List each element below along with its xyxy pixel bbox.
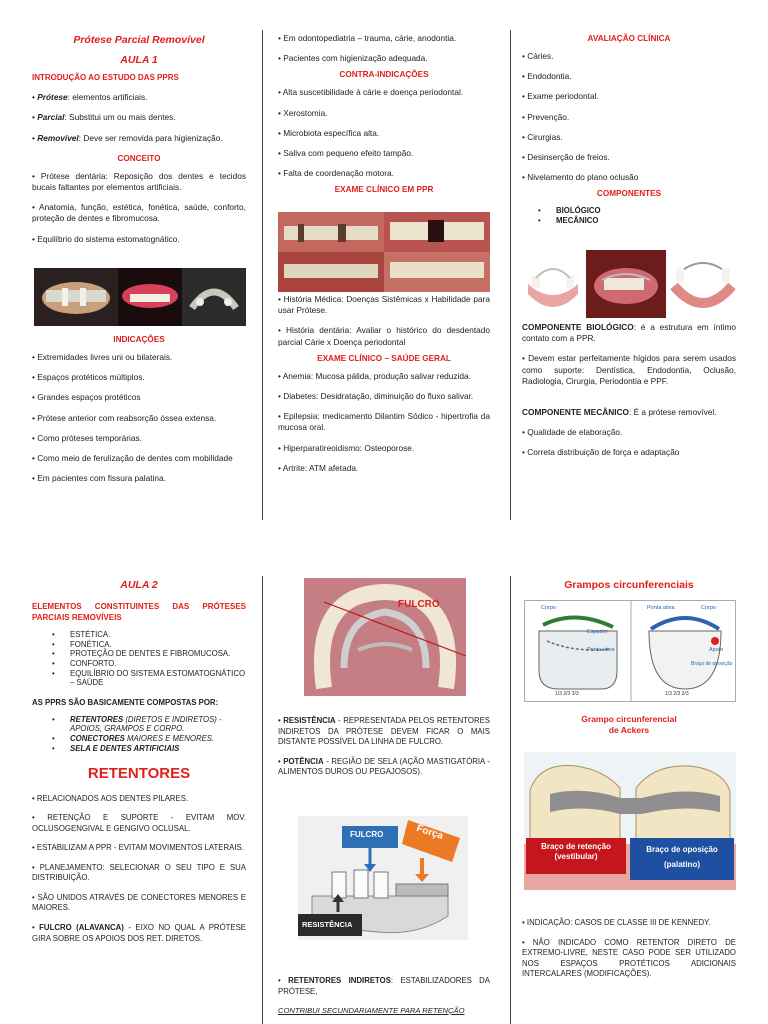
- components-list: [538, 206, 736, 225]
- concept-item: • Equilíbrio do sistema estomatognático.: [32, 234, 246, 245]
- divider-top-2: [510, 30, 511, 520]
- clasp-item: • INDICAÇÃO: CASOS DE CLASSE III DE KENNEDY.: [522, 918, 736, 929]
- arm-retention-line2: (vestibular): [554, 852, 598, 862]
- ackers-title-line2: de Ackers: [608, 725, 650, 736]
- col5-text-top: [278, 716, 490, 787]
- doc-title: Prótese Parcial Removível: [73, 34, 205, 46]
- clasp-item: • NÃO INDICADO COMO RETENTOR DIRETO DE EXTREMO-LIVRE, NESTE CASO PODE SER UTILIZADO NOS ESPAÇOS PROTÉTICOS ADICIONAIS INTERCALARES (MODIFICAÇÕES).: [522, 938, 736, 980]
- health-heading: EXAME CLÍNICO – SAÚDE GERAL: [317, 353, 451, 363]
- eval-item: • Exame periodontal.: [522, 91, 736, 102]
- ret-item: • RELACIONADOS AOS DENTES PILARES.: [32, 794, 246, 805]
- composed-heading: AS PPRS SÃO BASICAMENTE COMPOSTAS POR:: [32, 698, 219, 708]
- mech-component: COMPONENTE MECÂNICO: É a prótese removível.: [522, 406, 717, 417]
- concept-item: • Anatomia, função, estética, fonética, saúde, conforto, proteção de dentes e fibromucosa.: [32, 202, 246, 224]
- elements-list: [52, 630, 246, 688]
- exam-item: • História dentária: Avaliar o histórico do desdentado parcial Cárie x Doença periodontal: [278, 325, 490, 347]
- potencia-item: • POTÊNCIA - REGIÃO DE SELA (AÇÃO MASTIGATÓRIA - ALIMENTOS DUROS OU PEGAJOSOS).: [278, 757, 490, 778]
- eval-item: • Endodontia.: [522, 71, 736, 82]
- diagram-resist-label: RESISTÊNCIA: [302, 920, 353, 929]
- fulcro-photo: [304, 578, 466, 696]
- grampos-title: Grampos circunferenciais: [564, 579, 694, 591]
- col1-panel: [32, 33, 246, 249]
- elements-heading: ELEMENTOS CONSTITUINTES DAS PRÓTESES PARCIAIS REMOVÍVEIS: [32, 602, 246, 622]
- eval-item: • Cirurgias.: [522, 132, 736, 143]
- indications-heading: INDICAÇÕES: [113, 335, 165, 344]
- arm-opposition-line2: (palatino): [664, 860, 700, 870]
- mech-item: • Qualidade de elaboração.: [522, 427, 736, 438]
- components-heading: COMPONENTES: [596, 189, 662, 199]
- element-item: • EQUILÍBRIO DO SISTEMA ESTOMATOGNÁTICO – SAÚDE: [52, 669, 246, 688]
- fulcro-photo-label: FULCRO: [398, 599, 440, 610]
- indication-item: • Grandes espaços protéticos: [32, 392, 246, 403]
- intro-heading: INTRODUÇÃO AO ESTUDO DAS PPRS: [32, 73, 179, 83]
- contra-heading: CONTRA-INDICAÇÕES: [339, 70, 429, 80]
- indication-item: • Extremidades livres uni ou bilaterais.: [32, 352, 246, 363]
- indication-item: • Prótese anterior com reabsorção óssea extensa.: [32, 413, 246, 424]
- divider-bottom-2: [510, 576, 511, 1024]
- def-parcial: • Parcial: Substitui um ou mais dentes.: [32, 112, 246, 123]
- col2-panel: [278, 33, 490, 202]
- health-item: • Epilepsia: medicamento Dilantim Sódico - hipertrofia da mucosa oral.: [278, 411, 490, 433]
- top-item: • Pacientes com higienização adequada.: [278, 53, 490, 64]
- fulcro-palate-illustration: [304, 578, 466, 696]
- label-corpo: Corpo: [541, 605, 556, 611]
- contra-item: • Microbiota específica alta.: [278, 128, 490, 139]
- element-item: • CONFORTO.: [52, 659, 246, 669]
- label-corpo-2: Corpo: [701, 605, 716, 611]
- label-ponta-ativa: Ponta ativa: [587, 647, 615, 653]
- health-item: • Diabetes: Desidratação, diminuição do fluxo salivar.: [278, 391, 490, 402]
- resist-item: • RESISTÊNCIA - REPRESENTADA PELOS RETENTORES INDIRETOS DA PRÓTESE DEVEM FICAR O MAIS DISTANTE POSSÍVEL DA LINHA DE FULCRO.: [278, 716, 490, 748]
- eval-item: • Nivelamento do plano oclusão: [522, 172, 736, 183]
- exam-photo-collage: [278, 212, 490, 292]
- lever-diagram: [298, 816, 468, 940]
- arm-retention-line1: Braço de retenção: [541, 842, 611, 851]
- col3-components-text: [522, 322, 736, 468]
- exam-heading: EXAME CLÍNICO EM PPR: [334, 185, 434, 195]
- contra-item: • Alta suscetibilidade à cárie e doença periodontal.: [278, 87, 490, 98]
- diagram-forca-label: Força: [415, 823, 445, 842]
- def-protese: • Prótese: elementos artificiais.: [32, 92, 246, 103]
- health-item: • Hiperparatireoidismo: Osteoporose.: [278, 443, 490, 454]
- concept-item: • Prótese dentária: Reposição dos dentes e tecidos bucais faltantes por elementos artificiais.: [32, 171, 246, 193]
- prosthesis-components-illustration: [522, 250, 738, 318]
- contrib-text: CONTRIBUI SECUNDARIAMENTE PARA RETENÇÃO: [278, 1006, 465, 1016]
- composed-list: [52, 715, 246, 754]
- mech-item: • Correta distribuição de força e adaptação: [522, 447, 736, 458]
- exam-item: • História Médica: Doenças Sistêmicas x Habilidade para usar Prótese.: [278, 294, 490, 316]
- indirect-item: • RETENTORES INDIRETOS: ESTABILIZADORES DA PRÓTESE,: [278, 976, 490, 997]
- col3-panel: [522, 33, 736, 236]
- concept-heading: CONCEITO: [117, 153, 161, 163]
- label-espador: Espador: [587, 629, 608, 635]
- ret-item: • PLANEJAMENTO: SELECIONAR O SEU TIPO E SUA DISTRIBUIÇÃO.: [32, 863, 246, 884]
- prosthesis-photo-strip: [34, 268, 246, 326]
- health-item: • Anemia: Mucosa pálida, produção salivar reduzida.: [278, 371, 490, 382]
- eval-item: • Prevenção.: [522, 112, 736, 123]
- components-photos: [522, 250, 738, 318]
- composed-item: • RETENTORES (DIRETOS E INDIRETOS) - APOIOS, GRAMPOS E CORPO.: [52, 715, 246, 734]
- bio-item: • Devem estar perfeitamente hígidos para serem usados como suporte: Dentística, Endodontia, Oclusão, Radiologia, Cirurgia, Periodontia e PPF.: [522, 353, 736, 387]
- arm-opposition-line1: Braço de oposição: [646, 845, 718, 854]
- col5-text-bottom: [278, 976, 490, 1016]
- element-item: • PROTEÇÃO DE DENTES E FIBROMUCOSA.: [52, 649, 246, 659]
- def-removivel: • Removível: Deve ser removida para higienização.: [32, 133, 246, 144]
- clasp-figure-illustration: [525, 601, 736, 702]
- ret-item: • ESTABILIZAM A PPR - EVITAM MOVIMENTOS LATERAIS.: [32, 843, 246, 854]
- contra-item: • Xerostomia.: [278, 108, 490, 119]
- col2-exam: [278, 294, 490, 483]
- composed-item: • SELA E DENTES ARTIFICIAIS: [52, 744, 246, 754]
- col6-items: [522, 918, 736, 989]
- component-item: • BIOLÓGICO: [538, 206, 736, 216]
- aula1-title: AULA 1: [120, 54, 158, 67]
- arm-retention-label: [528, 842, 624, 863]
- indication-item: • Espaços protéticos múltiplos.: [32, 372, 246, 383]
- ret-item: • RETENÇÃO E SUPORTE - EVITAM MOV. OCLUSOGENGIVAL E GENGIVO OCLUSAL.: [32, 813, 246, 834]
- label-thirds-left: 1/3 2/3 3/3: [555, 691, 579, 697]
- divider-bottom-1: [262, 576, 263, 1024]
- col1-indications: [32, 329, 246, 493]
- indication-item: • Como próteses temporárias.: [32, 433, 246, 444]
- ackers-clasp-figure: [524, 752, 736, 890]
- label-apoio: Apoio: [709, 647, 724, 653]
- arm-opposition-label: [632, 842, 732, 872]
- composed-item: • CONECTORES MAIORES E MENORES.: [52, 734, 246, 744]
- top-item: • Em odontopediatria – trauma, cárie, anodontia.: [278, 33, 490, 44]
- indication-item: • Como meio de ferulização de dentes com mobilidade: [32, 453, 246, 464]
- eval-heading: AVALIAÇÃO CLÍNICA: [587, 34, 671, 43]
- circumferential-clasp-figure: [524, 600, 736, 702]
- ackers-title-line1: Grampo circunferencial: [581, 714, 677, 724]
- label-ponta-ativa-2: Ponta ativa: [647, 605, 675, 611]
- bio-component: COMPONENTE BIOLÓGICO: é a estrutura em íntimo contato com a PPR.: [522, 322, 736, 344]
- component-item: • MECÂNICO: [538, 216, 736, 226]
- health-item: • Artrite: ATM afetada.: [278, 463, 490, 474]
- fulcro-item: • FULCRO (ALAVANCA) - EIXO NO QUAL A PRÓTESE GIRA SOBRE OS APOIOS DOS RET. DIRETOS.: [32, 923, 246, 944]
- eval-item: • Cáries.: [522, 51, 736, 62]
- aula2-title: AULA 2: [120, 579, 158, 591]
- retentores-heading: RETENTORES: [87, 764, 191, 782]
- prosthesis-photos-illustration: [34, 268, 246, 326]
- col4-panel: [32, 578, 246, 953]
- divider-top-1: [262, 30, 263, 520]
- col6-panel: [522, 578, 736, 602]
- contra-item: • Falta de coordenação motora.: [278, 168, 490, 179]
- ackers-title: [522, 714, 736, 736]
- element-item: • ESTÉTICA.: [52, 630, 246, 640]
- element-item: • FONÉTICA.: [52, 640, 246, 650]
- indication-item: • Em pacientes com fissura palatina.: [32, 473, 246, 484]
- label-thirds-right: 1/3 2/3 3/3: [665, 691, 689, 697]
- teeth-photos-illustration: [278, 212, 490, 292]
- diagram-fulcro-label: FULCRO: [350, 830, 384, 839]
- ret-item: • SÃO UNIDOS ATRAVÉS DE CONECTORES MENORES E MAIORES.: [32, 893, 246, 914]
- eval-item: • Desinserção de freios.: [522, 152, 736, 163]
- contra-item: • Saliva com pequeno efeito tampão.: [278, 148, 490, 159]
- label-braco-oposicao: Braço de oposição: [691, 661, 733, 667]
